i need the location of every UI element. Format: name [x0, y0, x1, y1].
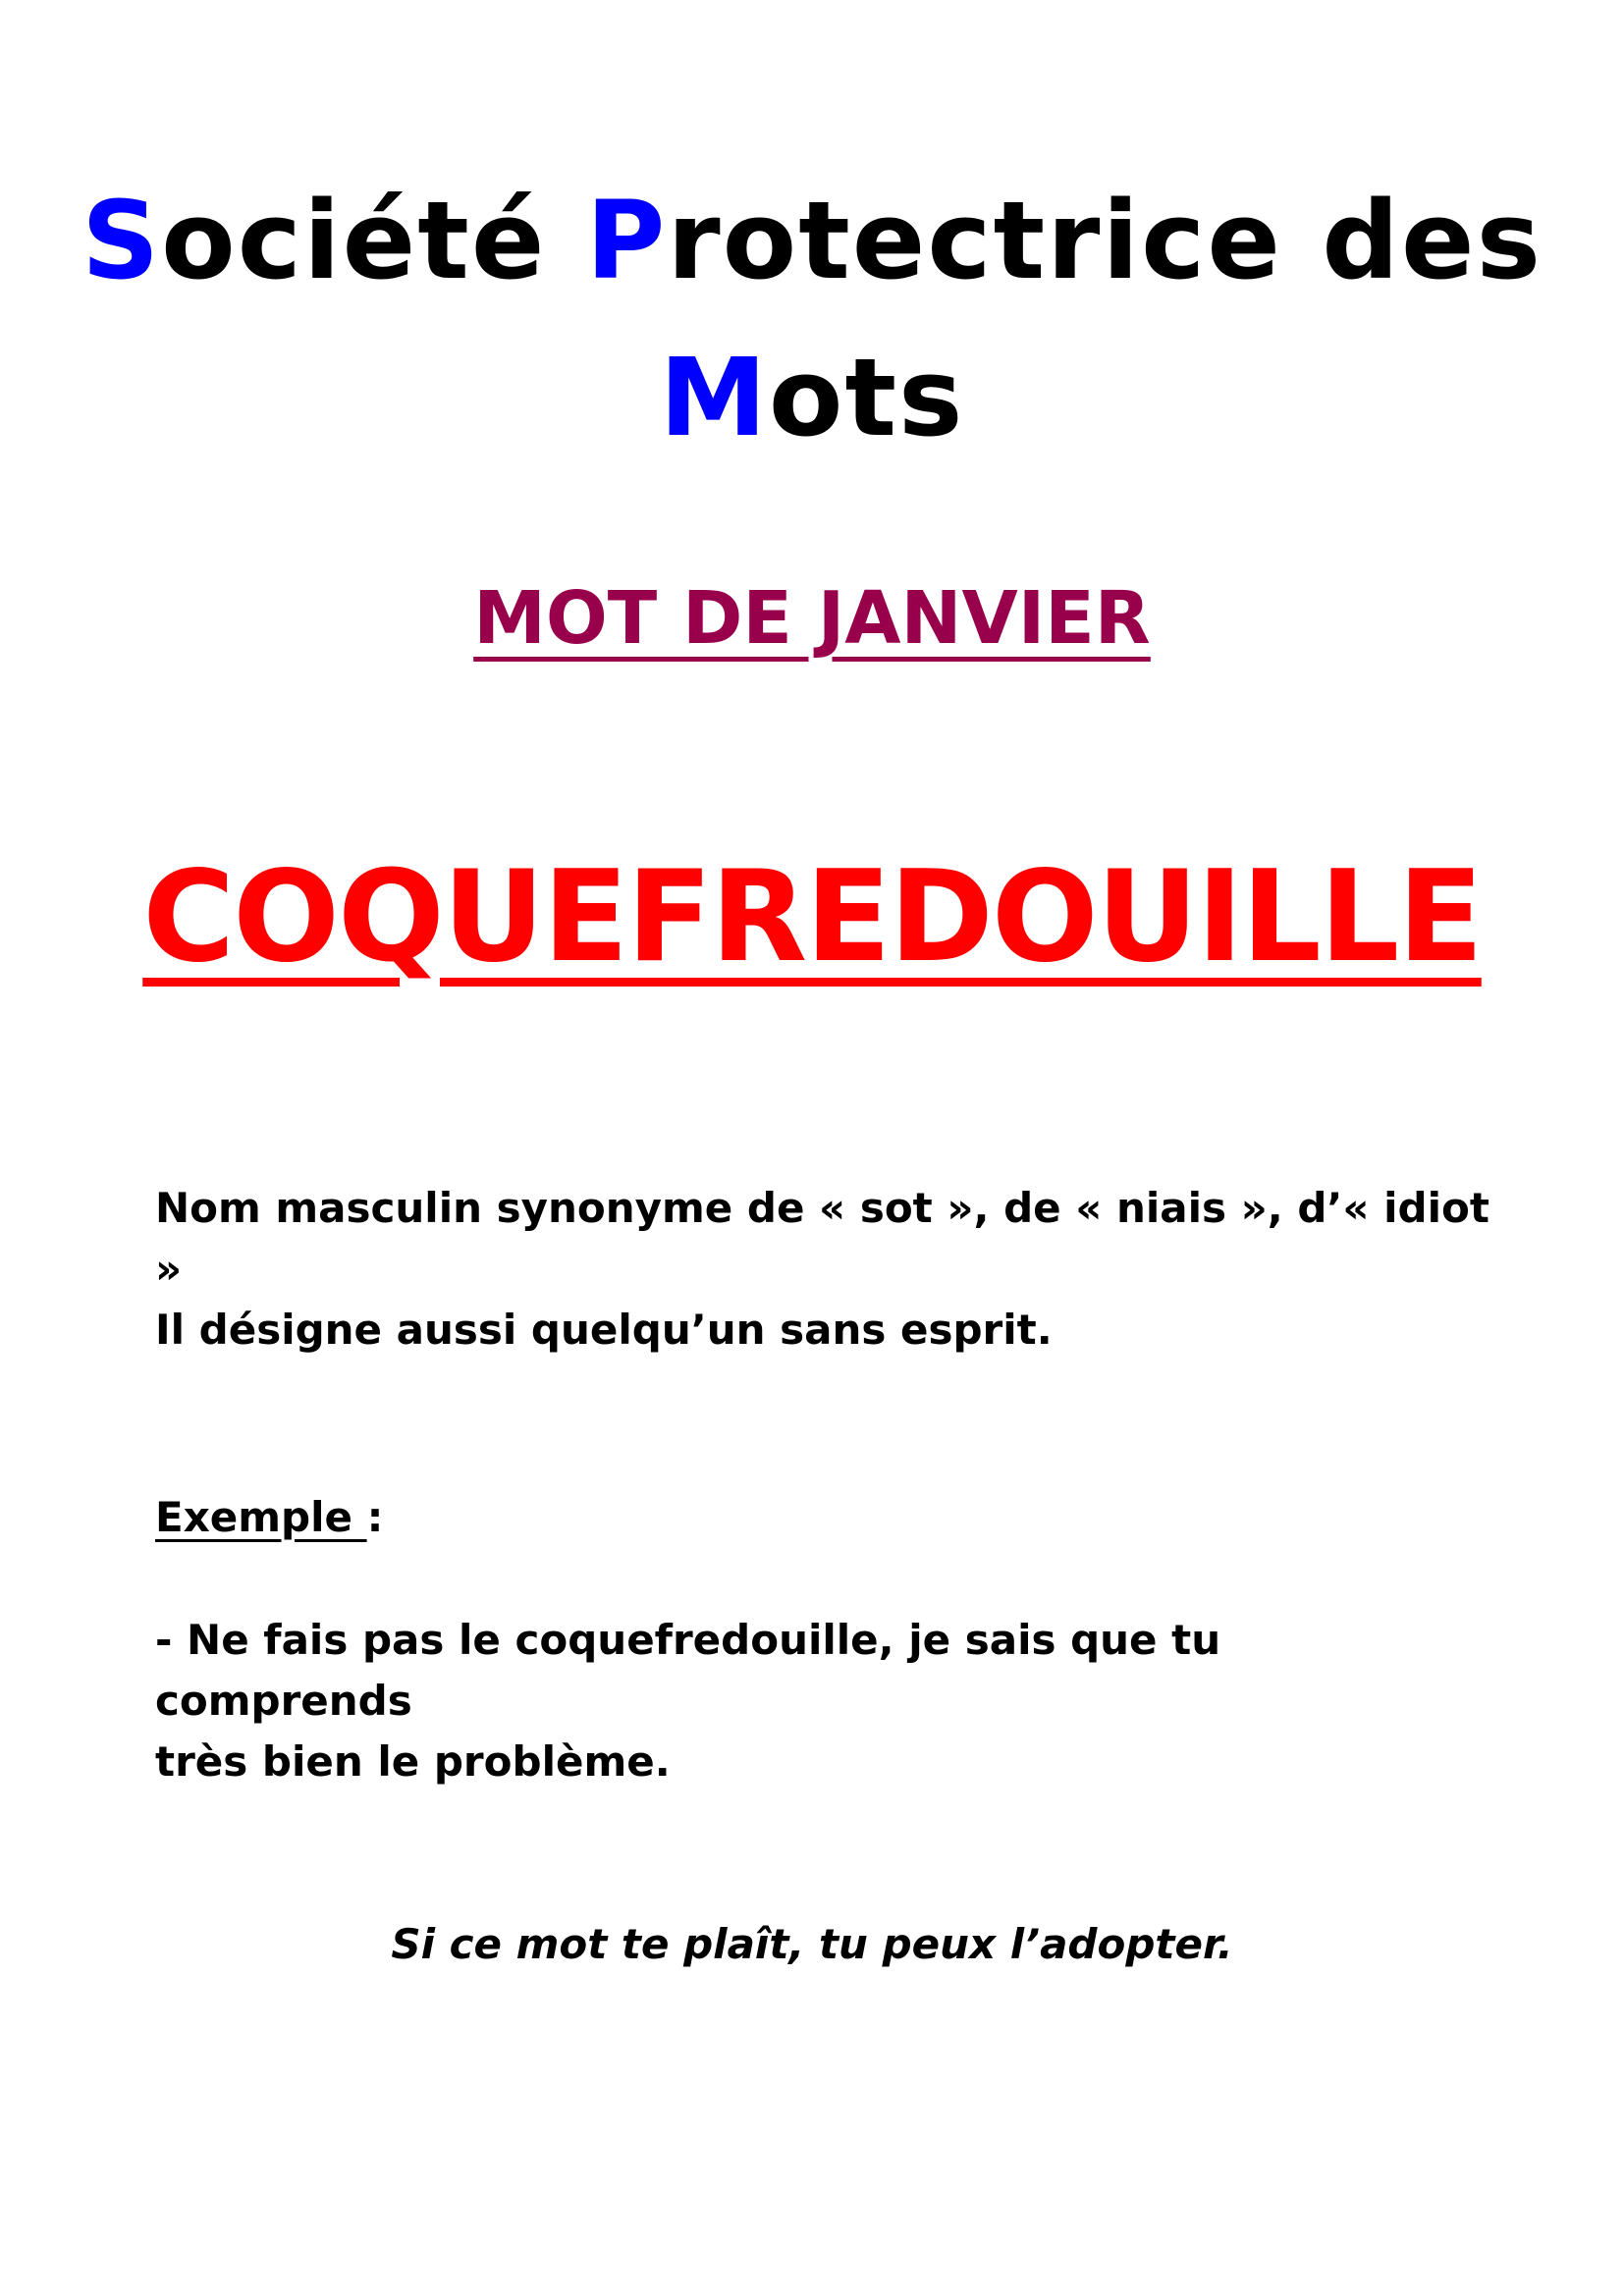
example-sentence: [155, 1610, 1451, 1792]
example-heading: [155, 1487, 383, 1548]
title-initial-p: P: [585, 178, 668, 303]
closing-sentence: Si ce mot te plaît, tu peux l’adopter.: [391, 1920, 1233, 1968]
definition-line-1: Nom masculin synonyme de « sot », de « niais », d’« idiot »: [155, 1184, 1489, 1293]
title-initial-m: M: [659, 335, 769, 460]
title-text-rotectrice: rotectrice des: [667, 178, 1543, 303]
example-label: Exemple: [155, 1493, 367, 1541]
title-text-ociete: ociété: [161, 178, 586, 303]
example-line-2: très bien le problème.: [155, 1737, 671, 1786]
page-title-line-2: [0, 335, 1624, 460]
page-title-line-1: [0, 178, 1624, 303]
example-colon: :: [366, 1493, 384, 1541]
definition-line-2: Il désigne aussi quelqu’un sans esprit.: [155, 1306, 1053, 1354]
title-text-ots: ots: [768, 335, 965, 460]
example-line-1: - Ne fais pas le coquefredouille, je sais que tu comprends: [155, 1616, 1221, 1725]
month-heading-text: MOT DE JANVIER: [473, 576, 1151, 661]
definition-paragraph: [155, 1178, 1530, 1361]
title-initial-s: S: [81, 178, 162, 303]
word-of-month-text: COQUEFREDOUILLE: [142, 844, 1482, 990]
word-of-month: [0, 844, 1624, 990]
month-heading: [0, 574, 1624, 663]
